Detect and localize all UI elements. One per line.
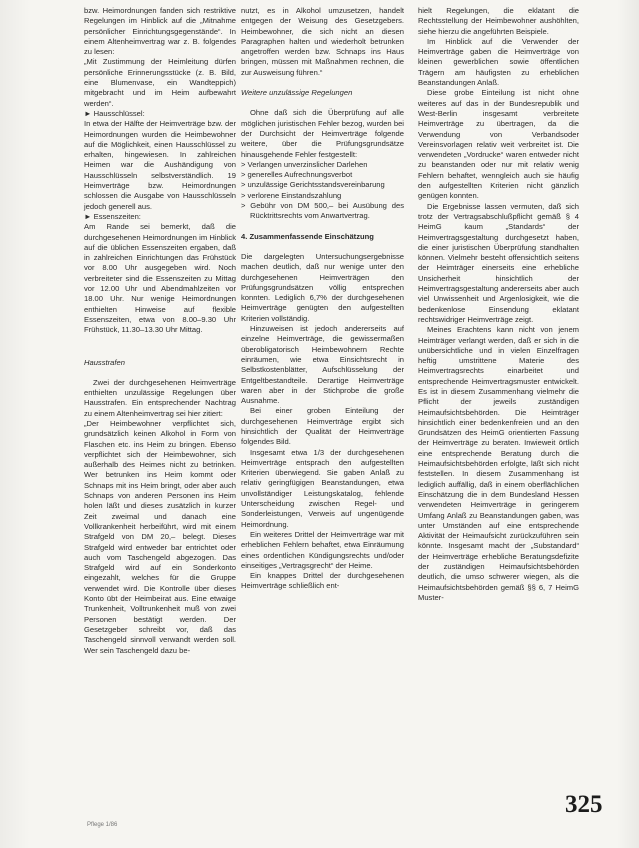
- page-number: 325: [565, 791, 603, 818]
- list-item: > generelles Aufrechnungsverbot: [241, 170, 353, 180]
- list-item: > Gebühr von DM 500,– bei Ausübung des Rücktrittsrechts vom Anwartvertrag.: [241, 201, 404, 221]
- paragraph: hielt Regelungen, die eklatant die Rechtsstellung der Heimbewohner aushöhlten, siehe hierzu die angeführten Beispiele.: [418, 6, 579, 36]
- paragraph: Ein weiteres Drittel der Heimverträge war mit erheblichen Fehlern behaftet, etwa Einräumung eines ordentlichen Kündigungsrechts und/oder einseitiges „Vertragsgrecht“ der Heime.: [241, 529, 404, 570]
- column-middle: [241, 6, 404, 592]
- list-item: > unzulässige Gerichtsstandsvereinbarung: [241, 180, 385, 190]
- bullet-heading: ► Hausschlüssel:: [84, 108, 145, 118]
- paragraph: Meines Erachtens kann nicht von jenem Heimträger verlangt werden, daß er sich in die unübersichtliche und in vielen Einzelfragen heftig umstrittene Materie des Heimvertragsrechts einarbeitet und entsprechende Heimvertragsmuster entwickelt. Es ist in diesem Zusammenhang vielmehr die Pflicht der jeweils zuständigen Heimaufsichtsbehörden. Die Heimträger hinsichtlich einer bedenkenfreien und an den Grundsätzen des HeimG orientierten Fassung der Heimverträge zu beraten. Inwieweit örtlich eine entsprechende Beratung durch die Heimaufsichtsbehörden erfolgte, läßt sich nicht feststellen. In diesem Zusammenhang ist lediglich auffällig, daß in einem oberflächlichen Einschätzung die in dem Bundesland Hessen verwendeten Heimverträge in geringerem Umfang Anlaß zu Beanstandungen gaben, was unter Umständen auf eine entsprechende Aktivität der Heimaufsicht zurückzuführen sein könnte. Insgesamt macht der „Substandard“ der Heimverträge erhebliche Beratungsdefizite der zuständigen Heimaufsichtsbehörden deutlich, die umso schwerer wiegen, als die Heimaufsichtsbehörden gemäß §§ 6, 7 HeimG Muster-: [418, 325, 579, 602]
- section-heading: Weitere unzulässige Regelungen: [241, 88, 353, 98]
- section-heading: 4. Zusammenfassende Einschätzung: [241, 231, 374, 241]
- paragraph: Ein knappes Drittel der durchgesehenen Heimverträge schließlich ent-: [241, 571, 404, 591]
- paragraph: nutzt, es in Alkohol umzusetzen, handelt entgegen der Weisung des Gesetzgebers. Heimbewohner, die sich nicht an diesen Paragraphen halten und wiederholt betrunken angetroffen werden bzw. Schnaps ins Haus bringen, müssen mit Maßnahmen rechnen, die zur Ausweisung führen.“: [241, 6, 404, 77]
- paragraph: Hinzuweisen ist jedoch andererseits auf einzelne Heimverträge, die gewissermaßen überobligatorisch Heimbewohnern Rechte einräumen, wie etwa Einsichtsrecht in Selbstkostenblätter, Aufschlüsselung der Entgeltbestandteile. Derartige Heimverträge waren aber in der Stichprobe die große Ausnahme.: [241, 324, 404, 406]
- page-shadow-right: [617, 0, 639, 848]
- list-item: > verlorene Einstandszahlung: [241, 190, 342, 200]
- paragraph: Diese grobe Einteilung ist nicht ohne weiteres auf das in der Bundesrepublik und West-Berlin insgesamt verbreitete Heimverträge zu übertragen, da die Verwendung von Verbandsoder Vereinsvorlagen relativ weit verbreitet ist. Die verwendeten „Vordrucke“ waren entweder nicht zu beanstanden oder nur mit relativ wenig Fehlern behaftet, wenngleich auch sie häufig den aufgestellten Kriterien nicht gänzlich genügen konnten.: [418, 88, 579, 201]
- paragraph: In etwa der Hälfte der Heimverträge bzw. der Heimordnungen wurden die Heimbewohner auf die Möglichkeit, einen Hausschlüssel zu erhalten, hingewiesen. In zahlreichen Heimen war die Aushändigung von Hausschlüsseln selbstverständlich. 19 Heimverträge bzw. Heimordnungen schlossen die Ausgabe von Hausschlüsseln jedoch generell aus.: [84, 119, 236, 211]
- paragraph: Die Ergebnisse lassen vermuten, daß sich trotz der Vertragsabschlußpflicht gemäß § 4 HeimG kaum „Standards“ der Heimvertragsgestaltung durchgesetzt haben, die einer juristischen Überprüfung standhalten können. Vielmehr besteht offensichtlich seitens der Heimträger einerseits eine erhebliche Unsicherheit hinsichtlich der Heimvertragsgestaltung andererseits aber auch viel Unwissenheit und Argenlosigkeit, wie die bedenkenlose Einsendung eklatant rechtswidriger Heimverträge zeigt.: [418, 201, 579, 324]
- section-heading: Hausstrafen: [84, 357, 125, 367]
- bullet-heading: ► Essenszeiten:: [84, 211, 141, 221]
- paragraph: Zwei der durchgesehenen Heimverträge enthielten unzulässige Regelungen über Hausstrafen. Ein entsprechender Nachtrag zu einem Altenheimvertrag sei hier zitiert:: [84, 377, 236, 418]
- paragraph: Bei einer groben Einteilung der durchgesehenen Heimverträge ergibt sich hinsichtlich der Qualität der Heimverträge folgendes Bild.: [241, 406, 404, 447]
- column-left: [84, 6, 236, 656]
- paragraph: Im Hinblick auf die Verwender der Heimverträge gaben die Heimverträge von kleinen gewerblichen sowie öffentlichen Trägern am häufigsten zu erheblichen Beanstandungen Anlaß.: [418, 36, 579, 88]
- quote: „Mit Zustimmung der Heimleitung dürfen persönliche Erinnerungsstücke (z. B. Bild, eine Blumenvase, ein Wandteppich) mitgebracht und im Heim aufbewahrt werden“.: [84, 57, 236, 108]
- page-shadow-left: [0, 0, 30, 848]
- paragraph: Am Rande sei bemerkt, daß die durchgesehenen Heimordnungen im Hinblick auf die üblichen Essenszeiten ergaben, daß in zahlreichen Einrichtungen das Frühstück vor 8.00 Uhr ausgegeben wird. Noch verbreiteter sind die Essenszeiten zu Mittag vor 12.00 Uhr und Abendmahlzeiten vor 18.00 Uhr. Nur wenige Heimordnungen enthielten Hinweise auf flexible Essenszeiten, etwa von 8.00–9.30 Uhr Frühstück, 11.30–13.30 Uhr Mittag.: [84, 222, 236, 335]
- list-item: > Verlangen unverzinslicher Darlehen: [241, 159, 368, 169]
- paragraph: Die dargelegten Untersuchungsergebnisse machen deutlich, daß nur wenige unter den durchgesehenen Heimverträgen den Prüfungsgrundsätzen völlig entsprechen konnten. Lediglich 6,7% der durchgesehenen Heimverträge genügten den aufgestellten Kriterien vollständig.: [241, 251, 404, 323]
- paragraph: bzw. Heimordnungen fanden sich restriktive Regelungen im Hinblick auf die „Mitnahme persönlicher Einrichtungsgegenstände“. In einem Altenheimvertrag war z. B. folgendes zu lesen:: [84, 6, 236, 57]
- paragraph: Insgesamt etwa 1/3 der durchgesehenen Heimverträge entsprach den aufgestellten Kriterien überwiegend. Sie gaben Anlaß zu relativ geringfügigen Beanstandungen, etwa unvollständiger Leistungskatalog, fehlende Unterscheidung zwischen Regel- und Sonderleistungen, Verweis auf ungenügende Heimordnung.: [241, 447, 404, 529]
- column-right: [418, 6, 579, 603]
- footer-note: Pflege 1/86: [87, 822, 118, 828]
- paragraph: Ohne daß sich die Überprüfung auf alle möglichen juristischen Fehler bezog, wurden bei der Durchsicht der Heimverträge folgende weitere, über die Prüfungsgrundsätze hinausgehende Fehler festgestellt:: [241, 108, 404, 159]
- quote: „Der Heimbewohner verpflichtet sich, grundsätzlich keinen Alkohol in Form von Flaschen etc. ins Heim zu bringen. Ebenso verpflichtet sich der Heimbewohner, sich außerhalb des Heimes nicht zu betrinken. Wer betrunken ins Heim kommt oder Schnaps mit ins Heim bringt, oder aber auch Schnaps von anderen Personen ins Heim holen läßt und dieses zusätzlich in kurzer Zeit zweimal und danach eine Vollkrankenheit herbeiführt, wird mit einem Strafgeld von DM 20,– belegt. Dieses Strafgeld wird entweder bar entrichtet oder auch vom Taschengeld abgezogen. Das Strafgeld wird auf ein Sonderkonto eingezahlt, welches für die Gruppe verwendet wird. Die Kontrolle über dieses Konto übt der Heimbeirat aus. Eine etwaige Trunkenheit, Volltrunkenheit muß von zwei Personen bestätigt werden. Der Gesetzgeber schreibt vor, daß das Taschengeld sinnvoll verwandt werden soll. Wer sein Taschengeld dazu be-: [84, 418, 236, 655]
